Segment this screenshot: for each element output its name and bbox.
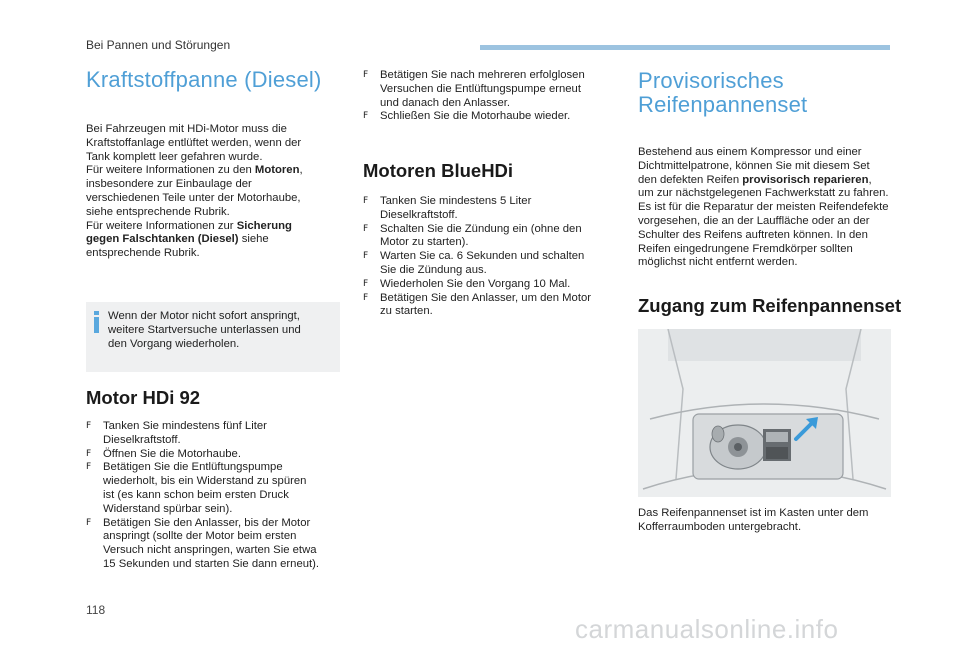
para-line (638, 174, 903, 188)
watermark: carmanualsonline.info (575, 614, 839, 644)
bullet-icon: F (86, 448, 92, 459)
step-line: ist (es kann schon beim ersten Druck (103, 488, 289, 501)
para-line: Dichtmittelpatrone, können Sie mit diesem Set (638, 159, 870, 172)
para-line: Reifen eingedrungene Fremdkörper sollten (638, 242, 853, 255)
bullet-icon: F (86, 421, 92, 431)
trunk-photo (638, 329, 891, 497)
chapter-bar (480, 45, 890, 50)
step-line: zu starten. (380, 305, 433, 318)
bullet-icon: F (363, 223, 369, 234)
title-motoren-bluehdi: Motoren BlueHDi (363, 160, 514, 181)
info-line: Wenn der Motor nicht sofort anspringt, (108, 310, 300, 322)
list-item (363, 69, 628, 110)
photo-caption (638, 507, 903, 535)
title-motor-hdi-92: Motor HDi 92 (86, 387, 201, 408)
title-reifenpannenset (638, 69, 807, 117)
para-line: vorgesehen, die an der Lauffläche oder an der (638, 214, 870, 227)
step-line: Betätigen Sie die Entlüftungspumpe (103, 461, 283, 474)
title-kraftstoffpanne: Kraftstoffpanne (Diesel) (86, 67, 322, 92)
intro-line (86, 233, 351, 247)
bullet-icon: F (86, 517, 92, 528)
step-line: Schalten Sie die Zündung ein (ohne den (380, 222, 582, 235)
step-line: Tanken Sie mindestens fünf Liter (103, 420, 267, 432)
list-item (86, 517, 351, 572)
list-item (363, 278, 628, 292)
info-icon (94, 311, 99, 333)
intro-bold: Motoren (254, 164, 300, 177)
info-line: weitere Startversuche unterlassen und (108, 323, 301, 336)
info-text (108, 310, 333, 351)
step-line: Betätigen Sie nach mehreren erfolglosen (380, 69, 585, 81)
step-line: und danach den Anlasser. (380, 96, 511, 109)
step-line: Wiederholen Sie den Vorgang 10 Mal. (380, 277, 571, 290)
intro-line: insbesondere zur Einbaulage der (86, 178, 252, 191)
step-line: Schließen Sie die Motorhaube wieder. (380, 110, 571, 123)
step-line: Versuch nicht anspringen, warten Sie etwa (103, 544, 317, 557)
hdi92-steps (86, 420, 351, 572)
list-item (363, 223, 628, 251)
intro-paragraph (86, 123, 351, 261)
intro-text: , (299, 164, 303, 177)
list-item (86, 420, 351, 448)
caption-line: Das Reifenpannenset ist im Kasten unter dem (638, 507, 869, 519)
reifenpannenset-paragraph (638, 146, 903, 270)
info-box (86, 302, 340, 372)
intro-line (86, 164, 351, 178)
list-item (363, 110, 628, 124)
step-line: Widerstand spürbar sein). (103, 502, 233, 515)
bullet-icon: F (363, 111, 369, 122)
para-bold: provisorisch reparieren (742, 173, 869, 186)
caption-line: Kofferraumboden untergebracht. (638, 520, 802, 533)
para-text: den defekten Reifen (638, 173, 743, 186)
step-line: Sie die Zündung aus. (380, 263, 487, 276)
para-line: Es ist für die Reparatur der meisten Reifendefekte (638, 201, 889, 214)
list-item (363, 292, 628, 320)
step-line: Betätigen Sie den Anlasser, um den Motor (380, 291, 592, 304)
intro-line: Tank komplett leer gefahren wurde. (86, 150, 263, 163)
step-line: Betätigen Sie den Anlasser, bis der Motor (103, 516, 311, 529)
step-line: Dieselkraftstoff. (103, 433, 181, 446)
bullet-icon: F (363, 251, 369, 262)
intro-line: entsprechende Rubrik. (86, 247, 200, 260)
step-line: Warten Sie ca. 6 Sekunden und schalten (380, 250, 585, 263)
list-item (363, 250, 628, 278)
list-item (86, 461, 351, 516)
title-zugang-reifenpannenset: Zugang zum Reifenpannenset (638, 295, 902, 316)
intro-line: Kraftstoffanlage entlüftet werden, wenn der (86, 136, 302, 149)
step-line: Tanken Sie mindestens 5 Liter (380, 195, 532, 207)
step-line: Dieselkraftstoff. (380, 208, 458, 221)
title-line: Reifenpannenset (638, 92, 808, 117)
para-line: Schulter des Reifens auftreten können. In den (638, 228, 868, 241)
step-line: Motor zu starten). (380, 236, 469, 249)
bullet-icon: F (86, 462, 92, 473)
intro-line: Bei Fahrzeugen mit HDi-Motor muss die (86, 123, 287, 135)
intro-bold: gegen Falschtanken (Diesel) (86, 233, 239, 246)
intro-line: siehe entsprechende Rubrik. (86, 205, 230, 218)
intro-text: Für weitere Informationen zu den (86, 164, 255, 177)
title-line: Provisorisches (638, 68, 784, 93)
chapter-title: Bei Pannen und Störungen (86, 38, 231, 52)
para-line: um zur nächstgelegenen Fachwerkstatt zu fahren. (638, 187, 889, 200)
para-text: , (868, 173, 872, 186)
intro-bold: Sicherung (236, 219, 292, 232)
trunk-illustration (638, 329, 891, 497)
bluehdi-steps (363, 195, 628, 319)
step-line: 15 Sekunden und starten Sie dann erneut). (103, 557, 320, 570)
bullet-icon: F (363, 70, 369, 80)
bullet-icon: F (363, 292, 369, 303)
step-line: Versuchen die Entlüftungspumpe erneut (380, 82, 581, 95)
intro-line: verschiedenen Teile unter der Motorhaube, (86, 191, 301, 204)
step-line: anspringt (sollte der Motor beim ersten (103, 530, 297, 543)
hdi92-steps-continued (363, 69, 628, 124)
para-line: Bestehend aus einem Kompressor und einer (638, 146, 862, 158)
list-item (86, 448, 351, 462)
list-item (363, 195, 628, 223)
bullet-icon: F (363, 196, 369, 206)
step-line: wiederholt, bis ein Widerstand zu spüren (103, 475, 307, 488)
intro-line (86, 220, 351, 234)
step-line: Öffnen Sie die Motorhaube. (103, 447, 241, 460)
intro-text: siehe (238, 233, 269, 246)
page-number: 118 (86, 603, 106, 617)
para-line: möglichst nicht entfernt werden. (638, 256, 798, 269)
bullet-icon: F (363, 278, 369, 289)
intro-text: Für weitere Informationen zur (86, 219, 237, 232)
info-line: den Vorgang wiederholen. (108, 337, 240, 350)
